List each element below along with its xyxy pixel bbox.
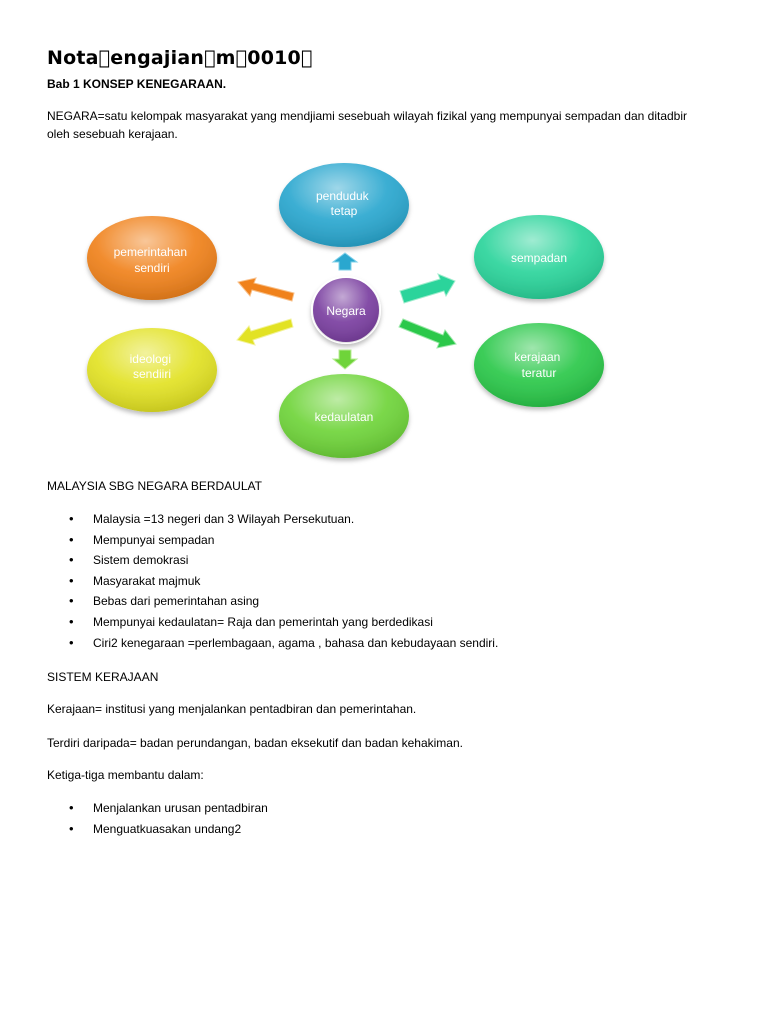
negara-definition: NEGARA=satu kelompak masyarakat yang mendjiami sesebuah wilayah fizikal yang mempunyai sempadan dan ditadbir oleh sesebuah kerajaan. (47, 109, 687, 141)
list-item: • Masyarakat majmuk (47, 571, 498, 592)
diagram-node-kerajaan-teratur (474, 323, 604, 407)
node-label-penduduk-tetap: penduduk tetap (315, 189, 369, 218)
chapter-heading: Bab 1 KONSEP KENEGARAAN. (47, 77, 227, 91)
node-label-ideologi-sendiiri: ideologi sendiiri (129, 352, 172, 381)
list-item: • Mempunyai kedaulatan= Raja dan pemerintah yang berdedikasi (47, 612, 498, 633)
node-label-sempadan: sempadan (510, 251, 568, 265)
arrow-left-down-icon (237, 319, 293, 345)
list-item: • Malaysia =13 negeri dan 3 Wilayah Persekutuan. (47, 509, 498, 530)
kerajaan-list (47, 798, 268, 839)
kerajaan-definition: Kerajaan= institusi yang menjalankan pentadbiran dan pemerintahan. (47, 702, 417, 716)
node-label-negara: Negara (326, 304, 366, 318)
arrow-down-icon (333, 350, 357, 369)
terdiri-daripada-text: Terdiri daripada= badan perundangan, badan eksekutif dan badan kehakiman. (47, 736, 463, 750)
node-label-pemerintahan-sendiri: pemerintahan sendiri (113, 245, 188, 275)
list-item: • Mempunyai sempadan (47, 530, 498, 551)
malaysia-list (47, 509, 498, 653)
document-title: Nota engajian m 0010  (47, 47, 313, 69)
list-item: • Menguatkuasakan undang2 (47, 819, 268, 840)
list-item: • Ciri2 kenegaraan =perlembagaan, agama , bahasa dan kebudayaan sendiri. (47, 633, 498, 654)
section-heading-malaysia: MALAYSIA SBG NEGARA BERDAULAT (47, 479, 262, 493)
arrow-right-up-icon (400, 274, 455, 303)
list-item: • Bebas dari pemerintahan asing (47, 591, 498, 612)
section-heading-sistem-kerajaan: SISTEM KERAJAAN (47, 670, 159, 684)
arrow-up-icon (333, 253, 357, 270)
node-label-kerajaan-teratur: kerajaan teratur (514, 350, 561, 380)
node-label-kedaulatan: kedaulatan (314, 410, 374, 424)
ketiga-tiga-text: Ketiga-tiga membantu dalam: (47, 768, 204, 782)
arrow-right-down-icon (399, 319, 456, 348)
list-item: • Menjalankan urusan pentadbiran (47, 798, 268, 819)
arrow-left-up-icon (238, 278, 294, 301)
negara-concept-diagram (0, 150, 768, 470)
list-item: • Sistem demokrasi (47, 550, 498, 571)
